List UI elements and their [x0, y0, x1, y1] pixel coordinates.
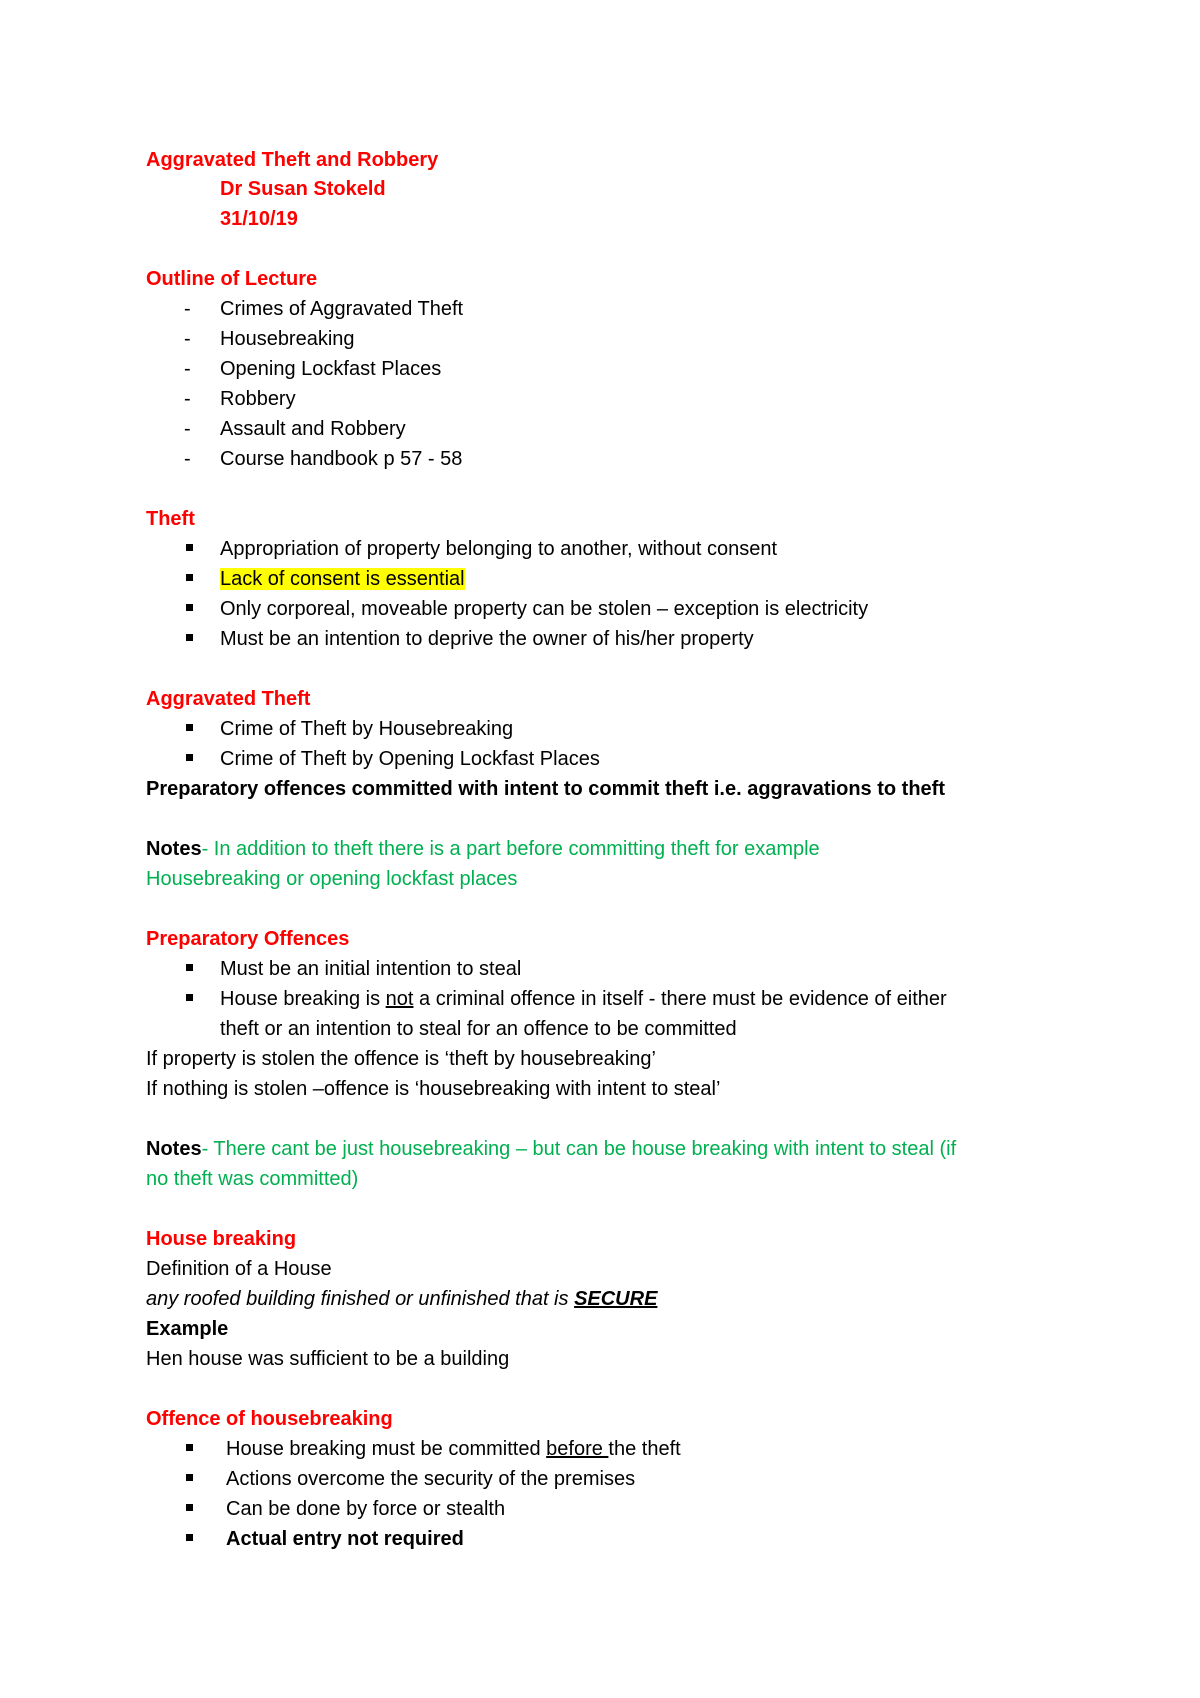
emphasized-text: SECURE	[574, 1288, 658, 1310]
notes-text-continued: no theft was committed)	[146, 1168, 359, 1190]
definition-text	[146, 1286, 657, 1312]
aggravated-theft-item: Crime of Theft by Opening Lockfast Places	[220, 748, 600, 770]
notes-line	[146, 836, 820, 862]
highlighted-text: Lack of consent is essential	[220, 568, 465, 590]
offence-item	[226, 1436, 681, 1462]
nothing-stolen-line: If nothing is stolen –offence is ‘housebreaking with intent to steal’	[146, 1078, 721, 1100]
definition-label: Definition of a House	[146, 1258, 332, 1280]
bullet-square-icon	[186, 1474, 193, 1481]
notes-text-continued: Housebreaking or opening lockfast places	[146, 868, 518, 890]
outline-item: Course handbook p 57 - 58	[220, 448, 463, 470]
outline-item: Opening Lockfast Places	[220, 358, 442, 380]
bullet-square-icon	[186, 604, 193, 611]
bullet-square-icon	[186, 1504, 193, 1511]
lecture-date: 31/10/19	[220, 208, 298, 230]
author-name: Dr Susan Stokeld	[220, 178, 386, 200]
notes-line	[146, 1136, 956, 1162]
dash-marker: -	[184, 358, 191, 380]
notes-text: - There cant be just housebreaking – but can be house breaking with intent to steal (if	[201, 1138, 957, 1160]
offence-item: Can be done by force or stealth	[226, 1498, 506, 1520]
bullet-square-icon	[186, 754, 193, 761]
document-title: Aggravated Theft and Robbery	[146, 149, 439, 171]
underlined-text: before	[546, 1438, 609, 1460]
preparatory-item-continued: theft or an intention to steal for an offence to be committed	[220, 1018, 737, 1040]
theft-heading: Theft	[146, 508, 195, 530]
theft-item-highlighted-row	[220, 566, 465, 592]
example-label: Example	[146, 1318, 229, 1340]
theft-item: Appropriation of property belonging to another, without consent	[220, 538, 778, 560]
bullet-square-icon	[186, 1534, 193, 1541]
bullet-square-icon	[186, 724, 193, 731]
bullet-square-icon	[186, 964, 193, 971]
theft-item: Only corporeal, moveable property can be stolen – exception is electricity	[220, 598, 869, 620]
text-run: any roofed building finished or unfinished that is	[146, 1288, 575, 1310]
preparatory-offences-heading: Preparatory Offences	[146, 928, 350, 950]
bullet-square-icon	[186, 634, 193, 641]
outline-item: Crimes of Aggravated Theft	[220, 298, 464, 320]
outline-item: Housebreaking	[220, 328, 355, 350]
preparatory-item	[220, 986, 947, 1012]
text-run: the theft	[608, 1438, 681, 1460]
bullet-square-icon	[186, 544, 193, 551]
bullet-square-icon	[186, 994, 193, 1001]
dash-marker: -	[184, 328, 191, 350]
notes-label: Notes	[146, 1138, 202, 1160]
house-breaking-heading: House breaking	[146, 1228, 297, 1250]
stolen-offence-line: If property is stolen the offence is ‘theft by housebreaking’	[146, 1048, 656, 1070]
text-run: House breaking must be committed	[226, 1438, 547, 1460]
notes-text: - In addition to theft there is a part before committing theft for example	[201, 838, 820, 860]
aggravated-theft-summary: Preparatory offences committed with intent to commit theft i.e. aggravations to theft	[146, 778, 945, 800]
example-text: Hen house was sufficient to be a building	[146, 1348, 510, 1370]
dash-marker: -	[184, 418, 191, 440]
notes-label: Notes	[146, 838, 202, 860]
offence-item: Actions overcome the security of the premises	[226, 1468, 636, 1490]
outline-item: Assault and Robbery	[220, 418, 406, 440]
theft-item: Must be an intention to deprive the owner of his/her property	[220, 628, 754, 650]
preparatory-item: Must be an initial intention to steal	[220, 958, 522, 980]
text-run: House breaking is	[220, 988, 386, 1010]
aggravated-theft-item: Crime of Theft by Housebreaking	[220, 718, 514, 740]
underlined-text: not	[385, 988, 414, 1010]
dash-marker: -	[184, 448, 191, 470]
aggravated-theft-heading: Aggravated Theft	[146, 688, 311, 710]
offence-housebreaking-heading: Offence of housebreaking	[146, 1408, 393, 1430]
outline-item: Robbery	[220, 388, 296, 410]
dash-marker: -	[184, 298, 191, 320]
outline-heading: Outline of Lecture	[146, 268, 318, 290]
dash-marker: -	[184, 388, 191, 410]
bullet-square-icon	[186, 1444, 193, 1451]
text-run: a criminal offence in itself - there must be evidence of either	[413, 988, 947, 1010]
offence-item: Actual entry not required	[226, 1528, 464, 1550]
bullet-square-icon	[186, 574, 193, 581]
